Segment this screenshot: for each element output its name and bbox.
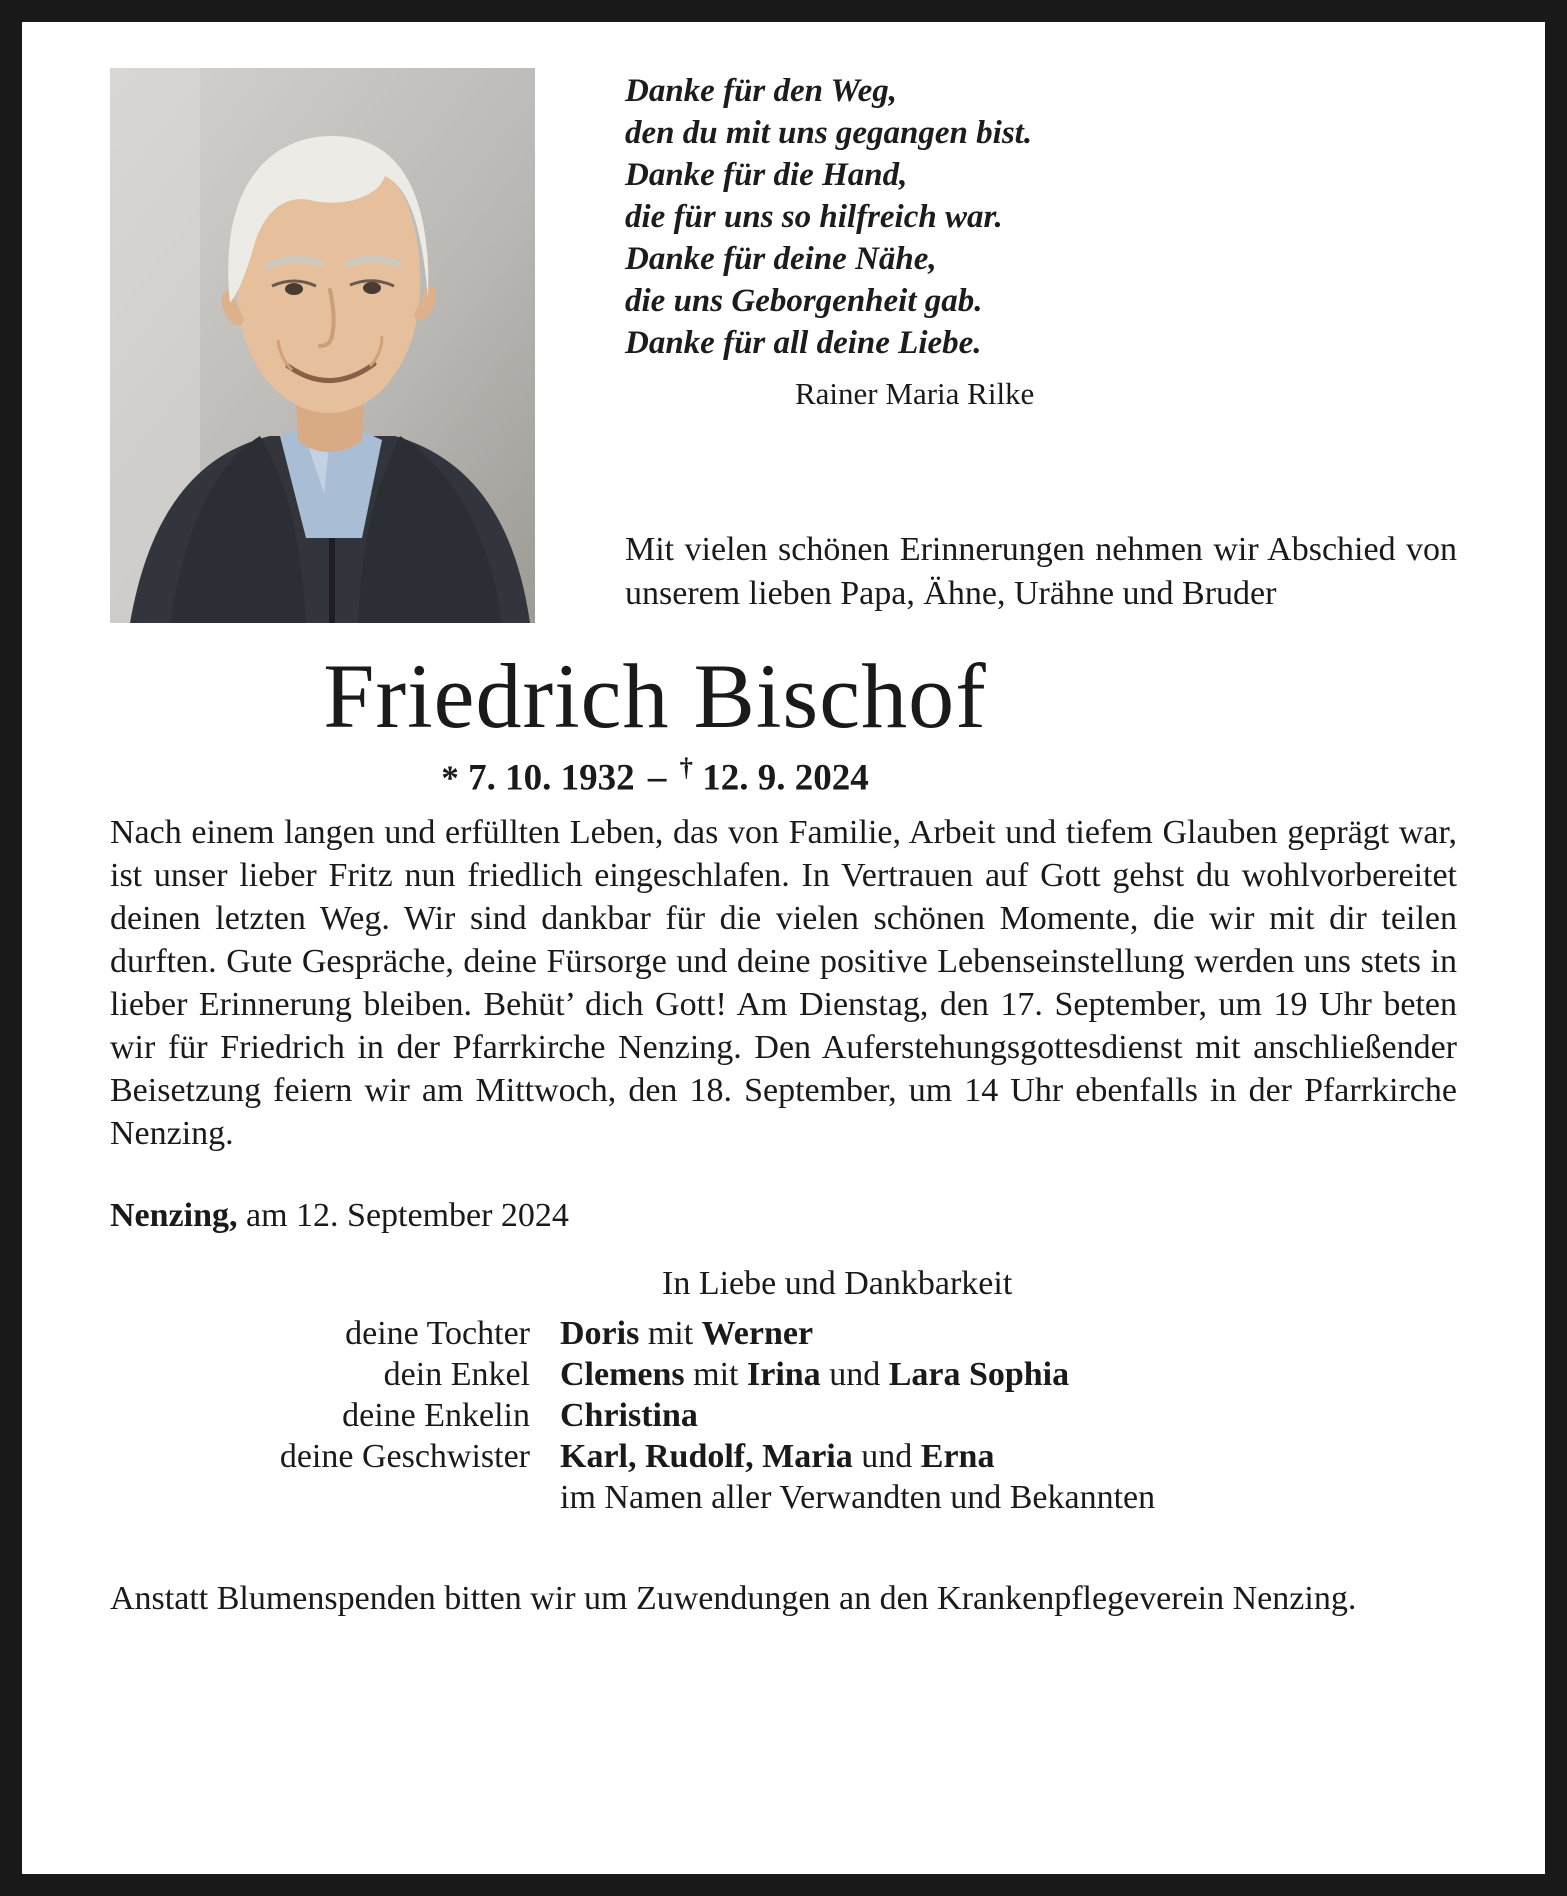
donation-note: Anstatt Blumenspenden bitten wir um Zuwendungen an den Krankenpflegeverein Nenzing. [110,1580,1357,1618]
dateline-date: am 12. September 2024 [246,1197,569,1235]
poem-line: die uns Geborgenheit gab. [625,283,983,319]
dateline [110,1197,1457,1235]
family-names: Doris mit Werner [560,1315,814,1353]
deceased-name: Friedrich Bischof [323,645,987,747]
birth-date: 7. 10. 1932 [468,757,635,799]
family-label: deine Tochter [345,1315,530,1353]
closing-line: In Liebe und Dankbarkeit [662,1265,1013,1303]
family-label [110,1479,530,1517]
poem-line: Danke für die Hand, [625,157,908,193]
poem-line: den du mit uns gegangen bist. [625,115,1033,151]
portrait-photo-illustration [110,68,535,623]
family-label: dein Enkel [383,1356,530,1394]
poem-attribution: Rainer Maria Rilke [795,376,1035,411]
dates-separator: – [647,757,667,799]
obituary-text: Nach einem langen und erfüllten Leben, das von Familie, Arbeit und tiefem Glauben geprägt war, ist unser lieber Fritz nun friedlich eingeschlafen. In Vertrauen auf Gott gehst du wohlvorbereitet deinen letzten Weg. Wir sind dankbar für die vielen schönen Momente, die wir mit dir teilen durften. Gute Gespräche, deine Fürsorge und deine positive Lebenseinstellung werden uns stets in lieber Erinnerung bleiben. Behüt’ dich Gott! Am Dienstag, den 17. September, um 19 Uhr beten wir für Friedrich in der Pfarrkirche Nenzing. Den Auferstehungsgottesdienst mit anschließender Beisetzung feiern wir am Mittwoch, den 18. September, um 14 Uhr ebenfalls in der Pfarrkirche Nenzing. [110,814,1457,1153]
intro-text: Mit vielen schönen Erinnerungen nehmen wir Abschied von unserem lieben Papa, Ähne, Urähne und Bruder [625,531,1457,612]
life-dates [110,752,1200,799]
top-section [110,68,1457,623]
family-list [110,1315,1457,1517]
family-row [110,1397,1457,1435]
family-names: Christina [560,1397,698,1435]
death-date: 12. 9. 2024 [702,757,869,799]
family-label: deine Enkelin [342,1397,530,1435]
poem-line: Danke für all deine Liebe. [625,325,982,361]
poem-line: Danke für den Weg, [625,73,897,109]
family-row [110,1479,1457,1517]
poem [625,70,1457,364]
portrait-photo [110,68,535,623]
family-label: deine Geschwister [279,1438,530,1476]
birth-symbol: * [441,758,459,798]
death-symbol: † [679,752,693,783]
family-row [110,1438,1457,1476]
poem-column [625,68,1457,616]
family-names: Clemens mit Irina und Lara Sophia [560,1356,1070,1394]
family-row [110,1356,1457,1394]
family-names: Karl, Rudolf, Maria und Erna [560,1438,995,1476]
poem-line: Danke für deine Nähe, [625,241,937,277]
family-row [110,1315,1457,1353]
card-content [22,22,1545,1621]
deceased-name-block [110,645,1200,748]
dateline-place: Nenzing, [110,1197,238,1235]
poem-line: die für uns so hilfreich war. [625,199,1003,235]
family-names: im Namen aller Verwandten und Bekannten [560,1479,1156,1517]
